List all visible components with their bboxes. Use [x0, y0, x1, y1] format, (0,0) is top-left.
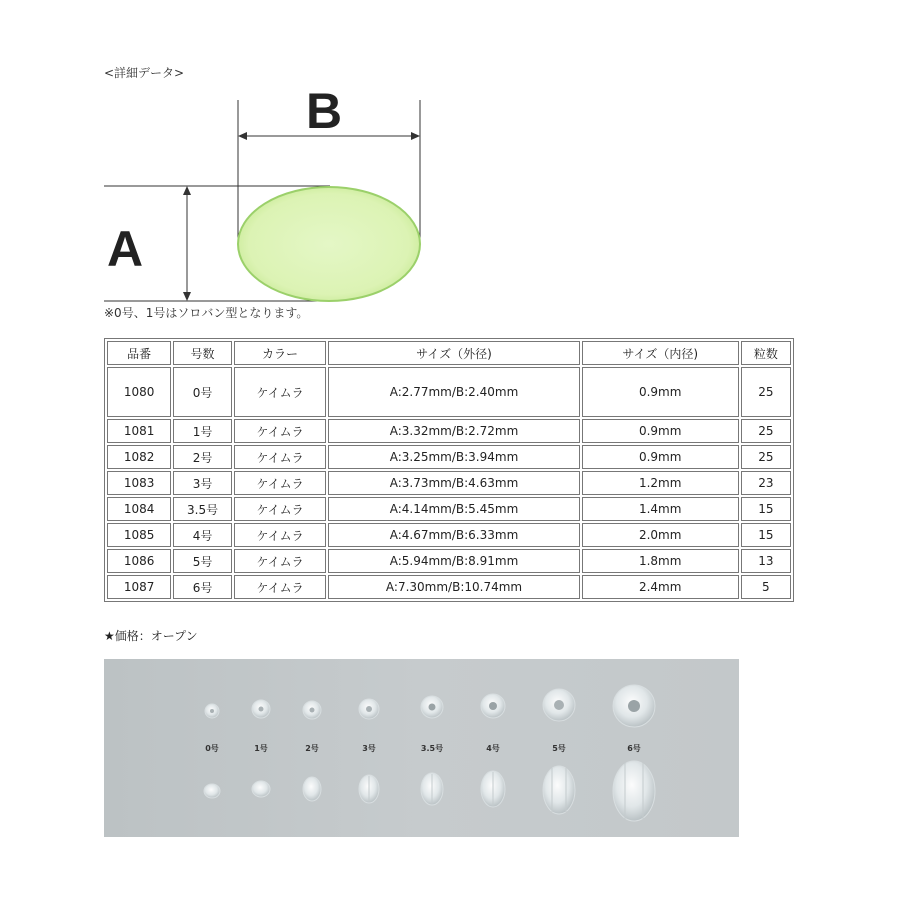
cell-size-number: 0号 [173, 367, 231, 417]
cell-size-number: 3号 [173, 471, 231, 495]
bead-hole [429, 704, 436, 711]
bead-label-2: 2号 [305, 744, 319, 753]
cell-part-number: 1083 [107, 471, 171, 495]
table-row [107, 445, 791, 469]
header-color: カラー [234, 341, 327, 365]
label-a: A [106, 221, 144, 277]
cell-inner-size: 0.9mm [582, 419, 739, 443]
table-row [107, 367, 791, 417]
cell-inner-size: 1.8mm [582, 549, 739, 573]
bead-side-2 [303, 777, 321, 801]
cell-outer-size: A:2.77mm/B:2.40mm [328, 367, 579, 417]
cell-color: ケイムラ [234, 575, 327, 599]
bead-side-1 [252, 781, 270, 797]
cell-outer-size: A:3.32mm/B:2.72mm [328, 419, 579, 443]
bead-side-5 [543, 766, 575, 814]
cell-color: ケイムラ [234, 471, 327, 495]
bead-hole [554, 700, 564, 710]
cell-outer-size: A:4.67mm/B:6.33mm [328, 523, 579, 547]
cell-size-number: 5号 [173, 549, 231, 573]
cell-inner-size: 0.9mm [582, 445, 739, 469]
bead-side-0 [204, 784, 220, 798]
cell-color: ケイムラ [234, 419, 327, 443]
table-row [107, 471, 791, 495]
a-arrow-top [183, 186, 191, 195]
dimension-diagram [0, 0, 900, 310]
cell-count: 15 [741, 523, 791, 547]
b-arrow-right [411, 132, 420, 140]
cell-inner-size: 1.4mm [582, 497, 739, 521]
cell-size-number: 4号 [173, 523, 231, 547]
cell-count: 5 [741, 575, 791, 599]
bead-side-6 [613, 761, 655, 821]
bead-label-4: 4号 [486, 744, 500, 753]
cell-part-number: 1082 [107, 445, 171, 469]
shape-note: ※0号、1号はソロバン型となります。 [104, 306, 309, 320]
cell-outer-size: A:5.94mm/B:8.91mm [328, 549, 579, 573]
cell-count: 15 [741, 497, 791, 521]
bead-label-6: 6号 [627, 744, 641, 753]
cell-color: ケイムラ [234, 367, 327, 417]
a-arrow-bottom [183, 292, 191, 301]
bead-label-3: 3号 [362, 744, 376, 753]
table-row [107, 523, 791, 547]
section-title: <詳細データ> [104, 66, 185, 80]
label-b: B [305, 83, 343, 139]
cell-count: 23 [741, 471, 791, 495]
price-label: ★価格：オープン [104, 629, 198, 643]
cell-count: 13 [741, 549, 791, 573]
cell-outer-size: A:3.25mm/B:3.94mm [328, 445, 579, 469]
cell-part-number: 1087 [107, 575, 171, 599]
cell-part-number: 1081 [107, 419, 171, 443]
cell-color: ケイムラ [234, 549, 327, 573]
cell-size-number: 1号 [173, 419, 231, 443]
bead-label-0: 0号 [205, 744, 219, 753]
bead-hole [210, 709, 214, 713]
cell-part-number: 1086 [107, 549, 171, 573]
cell-size-number: 2号 [173, 445, 231, 469]
b-arrow-left [238, 132, 247, 140]
cell-inner-size: 0.9mm [582, 367, 739, 417]
bead-ellipse [238, 187, 420, 301]
bead-label-3-5: 3.5号 [420, 744, 444, 753]
cell-part-number: 1085 [107, 523, 171, 547]
spec-table [104, 338, 794, 602]
cell-part-number: 1084 [107, 497, 171, 521]
bead-hole [310, 708, 315, 713]
cell-outer-size: A:3.73mm/B:4.63mm [328, 471, 579, 495]
cell-count: 25 [741, 367, 791, 417]
table-row [107, 575, 791, 599]
table-row [107, 497, 791, 521]
bead-hole [366, 706, 372, 712]
table-row [107, 549, 791, 573]
header-inner-size: サイズ（内径) [582, 341, 739, 365]
cell-color: ケイムラ [234, 497, 327, 521]
cell-size-number: 3.5号 [173, 497, 231, 521]
bead-hole [259, 707, 264, 712]
bead-hole [489, 702, 497, 710]
header-count: 粒数 [741, 341, 791, 365]
header-size-number: 号数 [173, 341, 231, 365]
bead-label-5: 5号 [552, 744, 566, 753]
cell-color: ケイムラ [234, 523, 327, 547]
bead-label-1: 1号 [254, 744, 268, 753]
table-header-row [107, 341, 791, 365]
cell-outer-size: A:7.30mm/B:10.74mm [328, 575, 579, 599]
product-photo [104, 659, 739, 837]
cell-inner-size: 2.0mm [582, 523, 739, 547]
bead-hole [628, 700, 640, 712]
cell-part-number: 1080 [107, 367, 171, 417]
cell-count: 25 [741, 445, 791, 469]
table-row [107, 419, 791, 443]
cell-count: 25 [741, 419, 791, 443]
cell-inner-size: 1.2mm [582, 471, 739, 495]
cell-inner-size: 2.4mm [582, 575, 739, 599]
cell-size-number: 6号 [173, 575, 231, 599]
cell-color: ケイムラ [234, 445, 327, 469]
cell-outer-size: A:4.14mm/B:5.45mm [328, 497, 579, 521]
header-part-number: 品番 [107, 341, 171, 365]
header-outer-size: サイズ（外径) [328, 341, 579, 365]
